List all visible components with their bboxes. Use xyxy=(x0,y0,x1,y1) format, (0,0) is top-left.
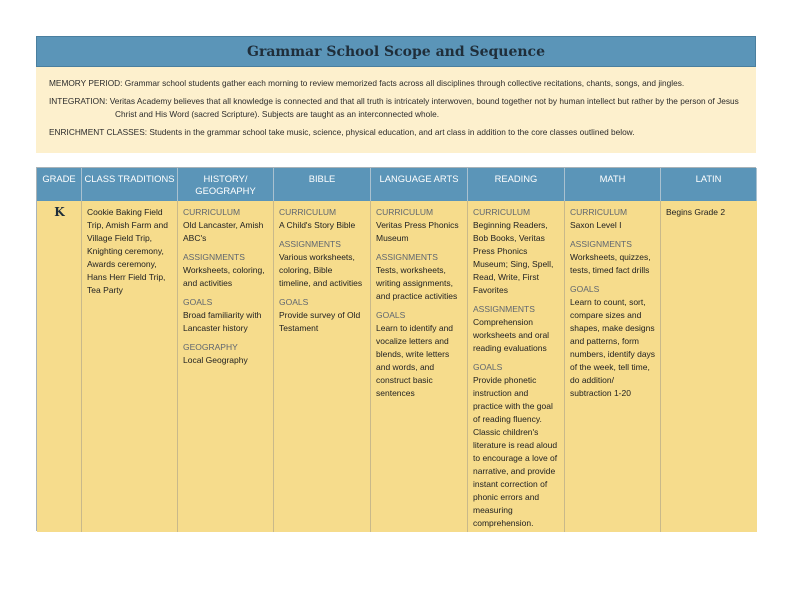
latin-cell xyxy=(661,201,757,532)
header-history: HISTORY/ GEOGRAPHY xyxy=(178,168,274,201)
reading-cell xyxy=(468,201,565,532)
language-arts-cell xyxy=(371,201,468,532)
history-goals-label: GOALS xyxy=(183,297,213,307)
math-assignments-label: ASSIGNMENTS xyxy=(570,239,632,249)
history-assignments: Worksheets, coloring, and activities xyxy=(183,265,265,288)
history-assignments-label: ASSIGNMENTS xyxy=(183,252,245,262)
bible-assignments: Various worksheets, coloring, Bible timeline, and activities xyxy=(279,252,363,288)
header-math: MATH xyxy=(565,168,661,201)
reading-curriculum-label: CURRICULUM xyxy=(473,207,531,217)
title-bar xyxy=(36,36,756,67)
bible-curriculum-label: CURRICULUM xyxy=(279,207,337,217)
latin-text: Begins Grade 2 xyxy=(666,207,726,217)
la-assignments-label: ASSIGNMENTS xyxy=(376,252,438,262)
history-curriculum: Old Lancaster, Amish ABC's xyxy=(183,220,264,243)
bible-assignments-label: ASSIGNMENTS xyxy=(279,239,341,249)
intro-panel xyxy=(36,67,756,153)
reading-goals-label: GOALS xyxy=(473,362,503,372)
header-traditions: CLASS TRADITIONS xyxy=(82,168,178,201)
math-cell xyxy=(565,201,661,532)
grade-cell: K xyxy=(37,201,82,532)
math-curriculum-label: CURRICULUM xyxy=(570,207,628,217)
history-geography-label: GEOGRAPHY xyxy=(183,342,238,352)
enrichment-text: ENRICHMENT CLASSES: Students in the grammar school take music, science, physical education, and art class in addition to the core classes outlined below. xyxy=(49,127,635,137)
integration-text: INTEGRATION: Veritas Academy believes that all knowledge is connected and that all truth is intricately interwoven, bound together not by human intellect but rather by the person of Jesus Christ and His Word (sacred Scripture). Subjects are taught as an interconnected whole. xyxy=(49,96,739,119)
reading-goals: Provide phonetic instruction and practice with the goal of reading fluency. Classic children's literature is read aloud to encourage a love of narrative, and provide instant correction of phonic errors and measuring comprehension. xyxy=(473,375,558,528)
bible-cell xyxy=(274,201,371,532)
header-grade: GRADE xyxy=(37,168,82,201)
reading-curriculum: Beginning Readers, Bob Books, Veritas Press Phonics Museum; Sing, Spell, Read, Write, First Favorites xyxy=(473,220,554,295)
traditions-text: Cookie Baking Field Trip, Amish Farm and Village Field Trip, Knighting ceremony, Awards ceremony, Hans Herr Field Trip, Tea Party xyxy=(87,207,168,295)
history-cell xyxy=(178,201,274,532)
la-curriculum-label: CURRICULUM xyxy=(376,207,434,217)
la-curriculum: Veritas Press Phonics Museum xyxy=(376,220,459,243)
math-goals: Learn to count, sort, compare sizes and shapes, make designs and patterns, form numbers, identify days of the week, tell time, do addition/ subtraction 1-20 xyxy=(570,297,656,398)
history-goals: Broad familiarity with Lancaster history xyxy=(183,310,262,333)
bible-curriculum: A Child's Story Bible xyxy=(279,220,356,230)
reading-assignments-label: ASSIGNMENTS xyxy=(473,304,535,314)
la-assignments: Tests, worksheets, writing assignments, and practice activities xyxy=(376,265,458,301)
history-curriculum-label: CURRICULUM xyxy=(183,207,241,217)
header-language-arts: LANGUAGE ARTS xyxy=(371,168,468,201)
memory-period-text: MEMORY PERIOD: Grammar school students gather each morning to review memorized facts across all disciplines through collective recitations, chants, songs, and jingles. xyxy=(49,78,685,88)
history-geography: Local Geography xyxy=(183,355,248,365)
page-title: Grammar School Scope and Sequence xyxy=(247,43,545,60)
scope-table xyxy=(36,167,756,531)
traditions-cell xyxy=(82,201,178,532)
reading-assignments: Comprehension worksheets and oral reading evaluations xyxy=(473,317,550,353)
la-goals: Learn to identify and vocalize letters and blends, write letters and words, and construct basic sentences xyxy=(376,323,454,398)
math-assignments: Worksheets, quizzes, tests, timed fact drills xyxy=(570,252,651,275)
header-reading: READING xyxy=(468,168,565,201)
header-bible: BIBLE xyxy=(274,168,371,201)
header-latin: LATIN xyxy=(661,168,757,201)
bible-goals: Provide survey of Old Testament xyxy=(279,310,361,333)
math-goals-label: GOALS xyxy=(570,284,600,294)
math-curriculum: Saxon Level I xyxy=(570,220,622,230)
la-goals-label: GOALS xyxy=(376,310,406,320)
bible-goals-label: GOALS xyxy=(279,297,309,307)
